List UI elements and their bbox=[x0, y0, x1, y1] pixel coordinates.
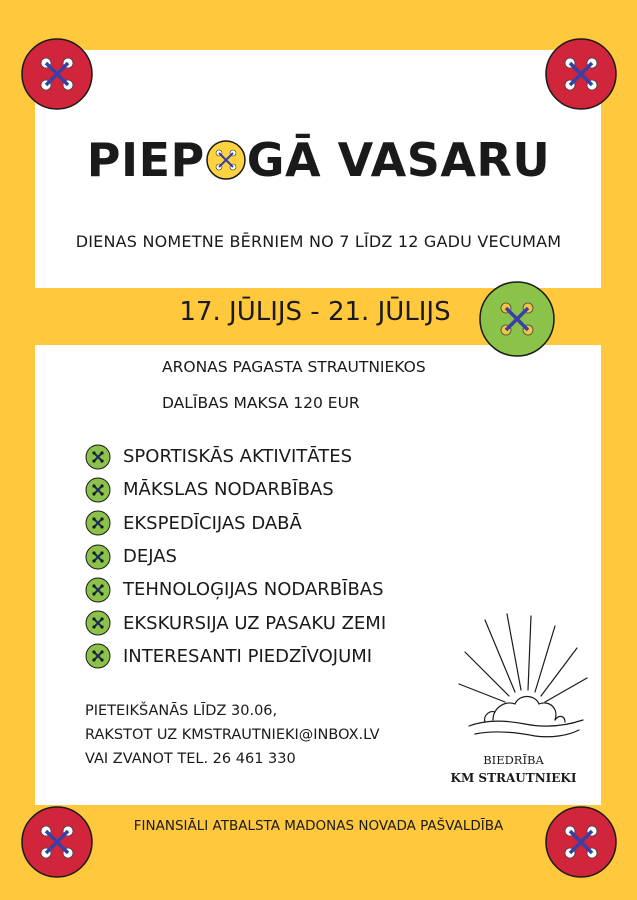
activity-label: EKSKURSIJA UZ PASAKU ZEMI bbox=[123, 612, 387, 634]
event-dates: 17. JŪLIJS - 21. JŪLIJS bbox=[179, 297, 451, 327]
logo-caption-line2: KM STRAUTNIEKI bbox=[450, 771, 577, 785]
activity-label: EKSPEDĪCIJAS DABĀ bbox=[123, 512, 302, 534]
red-button-icon bbox=[545, 806, 617, 878]
green-button-bullet-icon bbox=[85, 510, 111, 536]
activity-list bbox=[85, 440, 386, 673]
activity-label: DEJAS bbox=[123, 546, 177, 568]
list-item bbox=[85, 473, 386, 506]
green-button-bullet-icon bbox=[85, 643, 111, 669]
red-button-icon bbox=[21, 806, 93, 878]
green-button-bullet-icon bbox=[85, 610, 111, 636]
activity-label: TEHNOLOĢIJAS NODARBĪBAS bbox=[123, 579, 384, 601]
poster-title bbox=[0, 130, 637, 190]
list-item bbox=[85, 606, 386, 639]
green-button-bullet-icon bbox=[85, 544, 111, 570]
yellow-button-icon bbox=[206, 140, 246, 180]
title-part-2: GĀ VASARU bbox=[246, 133, 551, 187]
title-part-1: PIEP bbox=[86, 133, 205, 187]
activity-label: SPORTISKĀS AKTIVITĀTES bbox=[123, 446, 352, 468]
green-button-bullet-icon bbox=[85, 577, 111, 603]
activity-label: INTERESANTI PIEDZĪVOJUMI bbox=[123, 645, 373, 667]
red-button-icon bbox=[21, 38, 93, 110]
list-item bbox=[85, 573, 386, 606]
contact-phone: VAI ZVANOT TEL. 26 461 330 bbox=[85, 751, 296, 767]
funding-note: FINANSIĀLI ATBALSTA MADONAS NOVADA PAŠVALDĪBA bbox=[133, 818, 504, 834]
red-button-icon bbox=[545, 38, 617, 110]
green-button-icon bbox=[479, 281, 555, 357]
subtitle: DIENAS NOMETNE BĒRNIEM NO 7 LĪDZ 12 GADU VECUMAM bbox=[75, 232, 562, 251]
registration-deadline: PIETEIKŠANĀS LĪDZ 30.06, bbox=[85, 703, 278, 719]
location-text: ARONAS PAGASTA STRAUTNIEKOS bbox=[162, 358, 426, 376]
fee-text: DALĪBAS MAKSA 120 EUR bbox=[162, 394, 360, 412]
contact-email: RAKSTOT UZ KMSTRAUTNIEKI@INBOX.LV bbox=[85, 727, 380, 743]
list-item bbox=[85, 440, 386, 473]
list-item bbox=[85, 540, 386, 573]
activity-label: MĀKSLAS NODARBĪBAS bbox=[123, 479, 334, 501]
list-item bbox=[85, 640, 386, 673]
logo-caption-line1: BIEDRĪBA bbox=[483, 753, 544, 767]
green-button-bullet-icon bbox=[85, 444, 111, 470]
list-item bbox=[85, 507, 386, 540]
green-button-bullet-icon bbox=[85, 477, 111, 503]
